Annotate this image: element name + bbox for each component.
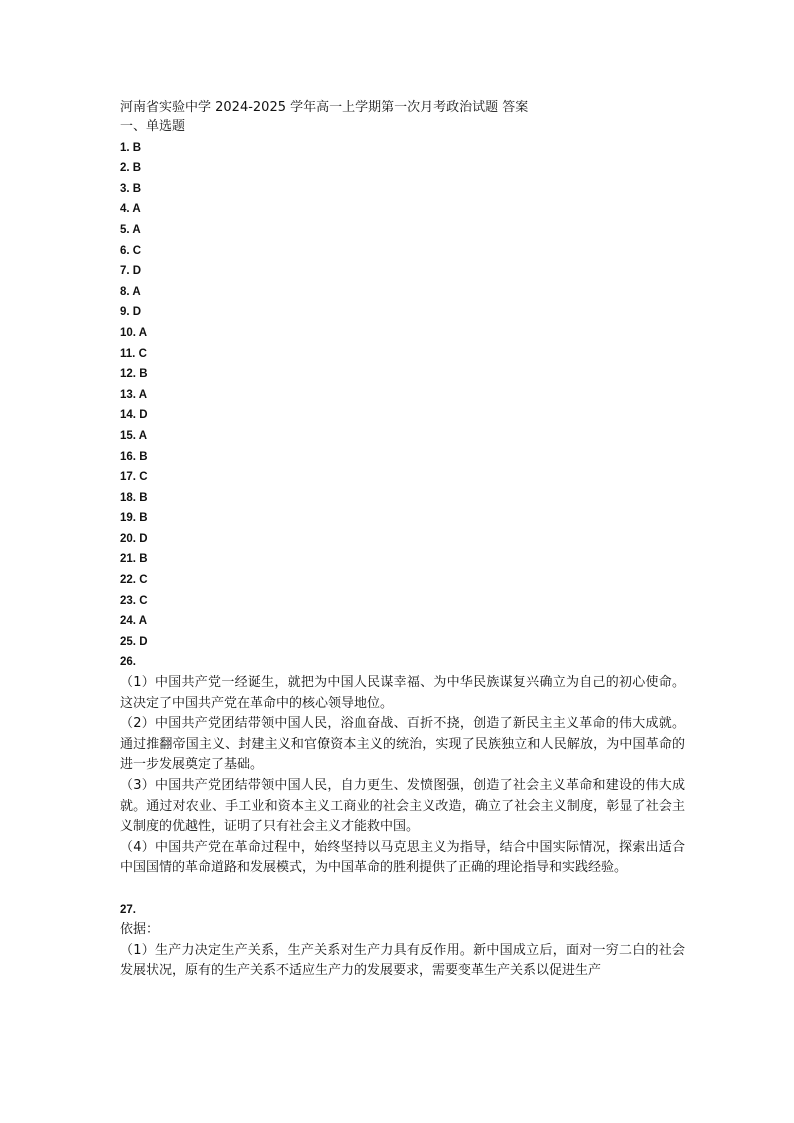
answer-choice: D — [139, 532, 148, 545]
answer-number: 9. — [120, 306, 130, 319]
answer-item — [120, 611, 685, 632]
answer-item — [120, 467, 685, 488]
answer-item — [120, 282, 685, 303]
answer-choice: C — [139, 574, 148, 587]
answer-choice: A — [138, 326, 148, 339]
blank-line — [120, 879, 685, 900]
question-27-paragraph: （1）生产力决定生产关系，生产关系对生产力具有反作用。新中国成立后，面对一穷二白的社会发展状况，原有的生产关系不适应生产力的发展要求，需要变革生产关系以促进生产 — [120, 942, 685, 979]
answer-number: 3. — [120, 182, 130, 195]
question-26-label: 26. — [120, 656, 136, 669]
answer-choice: A — [138, 429, 148, 442]
answer-item — [120, 488, 685, 509]
answer-number: 13. — [120, 388, 136, 401]
answer-item — [120, 385, 685, 406]
answer-item — [120, 220, 685, 241]
answer-item — [120, 138, 685, 159]
question-26-paragraph: （4）中国共产党在革命过程中，始终坚持以马克思主义为指导，结合中国实际情况，探索出适合中国国情的革命道路和发展模式，为中国革命的胜利提供了正确的理论指导和实践经验。 — [120, 839, 685, 876]
answer-item — [120, 591, 685, 612]
answer-choice: C — [138, 347, 147, 360]
answer-choice: A — [138, 388, 148, 401]
answer-number: 22. — [120, 574, 136, 587]
answer-number: 7. — [120, 265, 130, 278]
answer-item — [120, 199, 685, 220]
answer-choice: B — [132, 141, 142, 154]
answer-number: 2. — [120, 162, 130, 175]
answer-number: 5. — [120, 223, 130, 236]
answer-choice: B — [139, 491, 148, 504]
answer-item — [120, 261, 685, 282]
answer-item — [120, 529, 685, 550]
answer-item — [120, 426, 685, 447]
answer-number: 17. — [120, 471, 136, 484]
answer-item — [120, 323, 685, 344]
answer-number: 24. — [120, 615, 136, 628]
section-heading: 一、单选题 — [120, 119, 186, 134]
answer-choice: D — [139, 409, 148, 422]
answer-choice: B — [139, 512, 148, 525]
answer-number: 6. — [120, 244, 130, 257]
answer-item — [120, 405, 685, 426]
answer-item — [120, 549, 685, 570]
answer-number: 25. — [120, 635, 136, 648]
answer-number: 15. — [120, 429, 136, 442]
answer-choice: D — [132, 265, 142, 278]
answer-item — [120, 364, 685, 385]
document-title: 河南省实验中学 2024-2025 学年高一上学期第一次月考政治试题 答案 — [120, 100, 529, 115]
answer-choice: B — [139, 450, 148, 463]
question-27-label: 27. — [120, 903, 136, 916]
answer-item — [120, 570, 685, 591]
answer-choice: C — [139, 594, 148, 607]
answer-item — [120, 508, 685, 529]
question-26-paragraph: （3）中国共产党团结带领中国人民，自力更生、发愤图强，创造了社会主义革命和建设的伟大成就。通过对农业、手工业和资本主义工商业的社会主义改造，确立了社会主义制度，彰显了社会主义制度的优越性，证明了只有社会主义才能救中国。 — [120, 778, 685, 835]
answer-number: 18. — [120, 491, 136, 504]
answer-number: 19. — [120, 512, 136, 525]
answer-choice: D — [139, 635, 148, 648]
answer-choice: A — [132, 203, 141, 216]
answer-item — [120, 447, 685, 468]
answer-number: 23. — [120, 594, 136, 607]
answer-number: 21. — [120, 553, 136, 566]
answer-list — [120, 138, 685, 653]
answer-number: 14. — [120, 409, 136, 422]
answer-number: 16. — [120, 450, 136, 463]
answer-number: 11. — [120, 347, 136, 360]
question-26-paragraph: （1）中国共产党一经诞生，就把为中国人民谋幸福、为中华民族谋复兴确立为自己的初心使命。这决定了中国共产党在革命中的核心领导地位。 — [120, 675, 685, 711]
document-content — [120, 99, 685, 982]
answer-item — [120, 158, 685, 179]
answer-item — [120, 632, 685, 653]
answer-choice: A — [132, 285, 141, 298]
answer-choice: B — [139, 553, 148, 566]
answer-choice: B — [132, 162, 142, 175]
answer-choice: B — [139, 368, 148, 381]
answer-number: 10. — [120, 326, 136, 339]
answer-choice: A — [138, 615, 148, 628]
answer-number: 1. — [120, 141, 130, 154]
answer-choice: C — [139, 471, 148, 484]
answer-choice: B — [132, 182, 142, 195]
answer-item — [120, 179, 685, 200]
answer-item — [120, 241, 685, 262]
answer-choice: A — [132, 223, 141, 236]
answer-choice: C — [132, 244, 142, 257]
answer-number: 8. — [120, 285, 130, 298]
answer-number: 4. — [120, 203, 130, 216]
answer-item — [120, 302, 685, 323]
question-26-paragraph: （2）中国共产党团结带领中国人民，浴血奋战、百折不挠，创造了新民主主义革命的伟大成就。通过推翻帝国主义、封建主义和官僚资本主义的统治，实现了民族独立和人民解放，为中国革命的进一步发展奠定了基础。 — [120, 716, 685, 773]
question-27-basis-label: 依据： — [120, 922, 160, 938]
answer-choice: D — [132, 306, 142, 319]
answer-number: 12. — [120, 368, 136, 381]
answer-item — [120, 344, 685, 365]
answer-number: 20. — [120, 532, 136, 545]
